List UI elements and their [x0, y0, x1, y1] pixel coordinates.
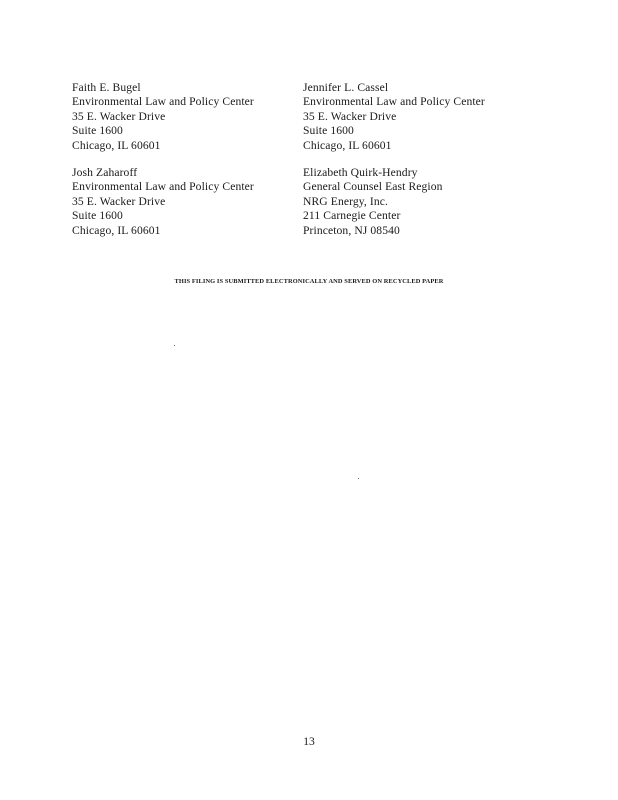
contact-organization: General Counsel East Region	[303, 180, 443, 194]
contact-suite: Suite 1600	[72, 209, 123, 223]
contact-name: Josh Zaharoff	[72, 166, 138, 179]
contact-name: Elizabeth Quirk-Hendry	[303, 166, 418, 179]
contact-organization: Environmental Law and Policy Center	[72, 95, 254, 109]
contact-suite: 211 Carnegie Center	[303, 209, 401, 223]
scan-artifact	[358, 478, 359, 479]
scan-artifact	[174, 345, 175, 346]
service-contact-bugel	[72, 81, 282, 153]
contact-city: Chicago, IL 60601	[72, 138, 161, 152]
page-number: 13	[303, 735, 315, 748]
contact-name: Faith E. Bugel	[72, 81, 141, 94]
contact-street: NRG Energy, Inc.	[303, 194, 388, 208]
contact-organization: Environmental Law and Policy Center	[72, 180, 254, 194]
contact-street: 35 E. Wacker Drive	[72, 109, 166, 123]
contact-street: 35 E. Wacker Drive	[303, 109, 397, 123]
contact-suite: Suite 1600	[303, 124, 354, 138]
contact-organization: Environmental Law and Policy Center	[303, 95, 485, 109]
service-contact-quirk-hendry	[303, 166, 513, 238]
recycled-paper-notice: THIS FILING IS SUBMITTED ELECTRONICALLY AND SERVED ON RECYCLED PAPER	[174, 278, 444, 285]
contact-street: 35 E. Wacker Drive	[72, 194, 166, 208]
contact-city: Chicago, IL 60601	[303, 138, 392, 152]
service-contact-zaharoff	[72, 166, 282, 238]
contact-city: Chicago, IL 60601	[72, 223, 161, 237]
contact-city: Princeton, NJ 08540	[303, 223, 400, 237]
service-contact-cassel	[303, 81, 513, 153]
contact-name: Jennifer L. Cassel	[303, 81, 389, 94]
contact-suite: Suite 1600	[72, 124, 123, 138]
